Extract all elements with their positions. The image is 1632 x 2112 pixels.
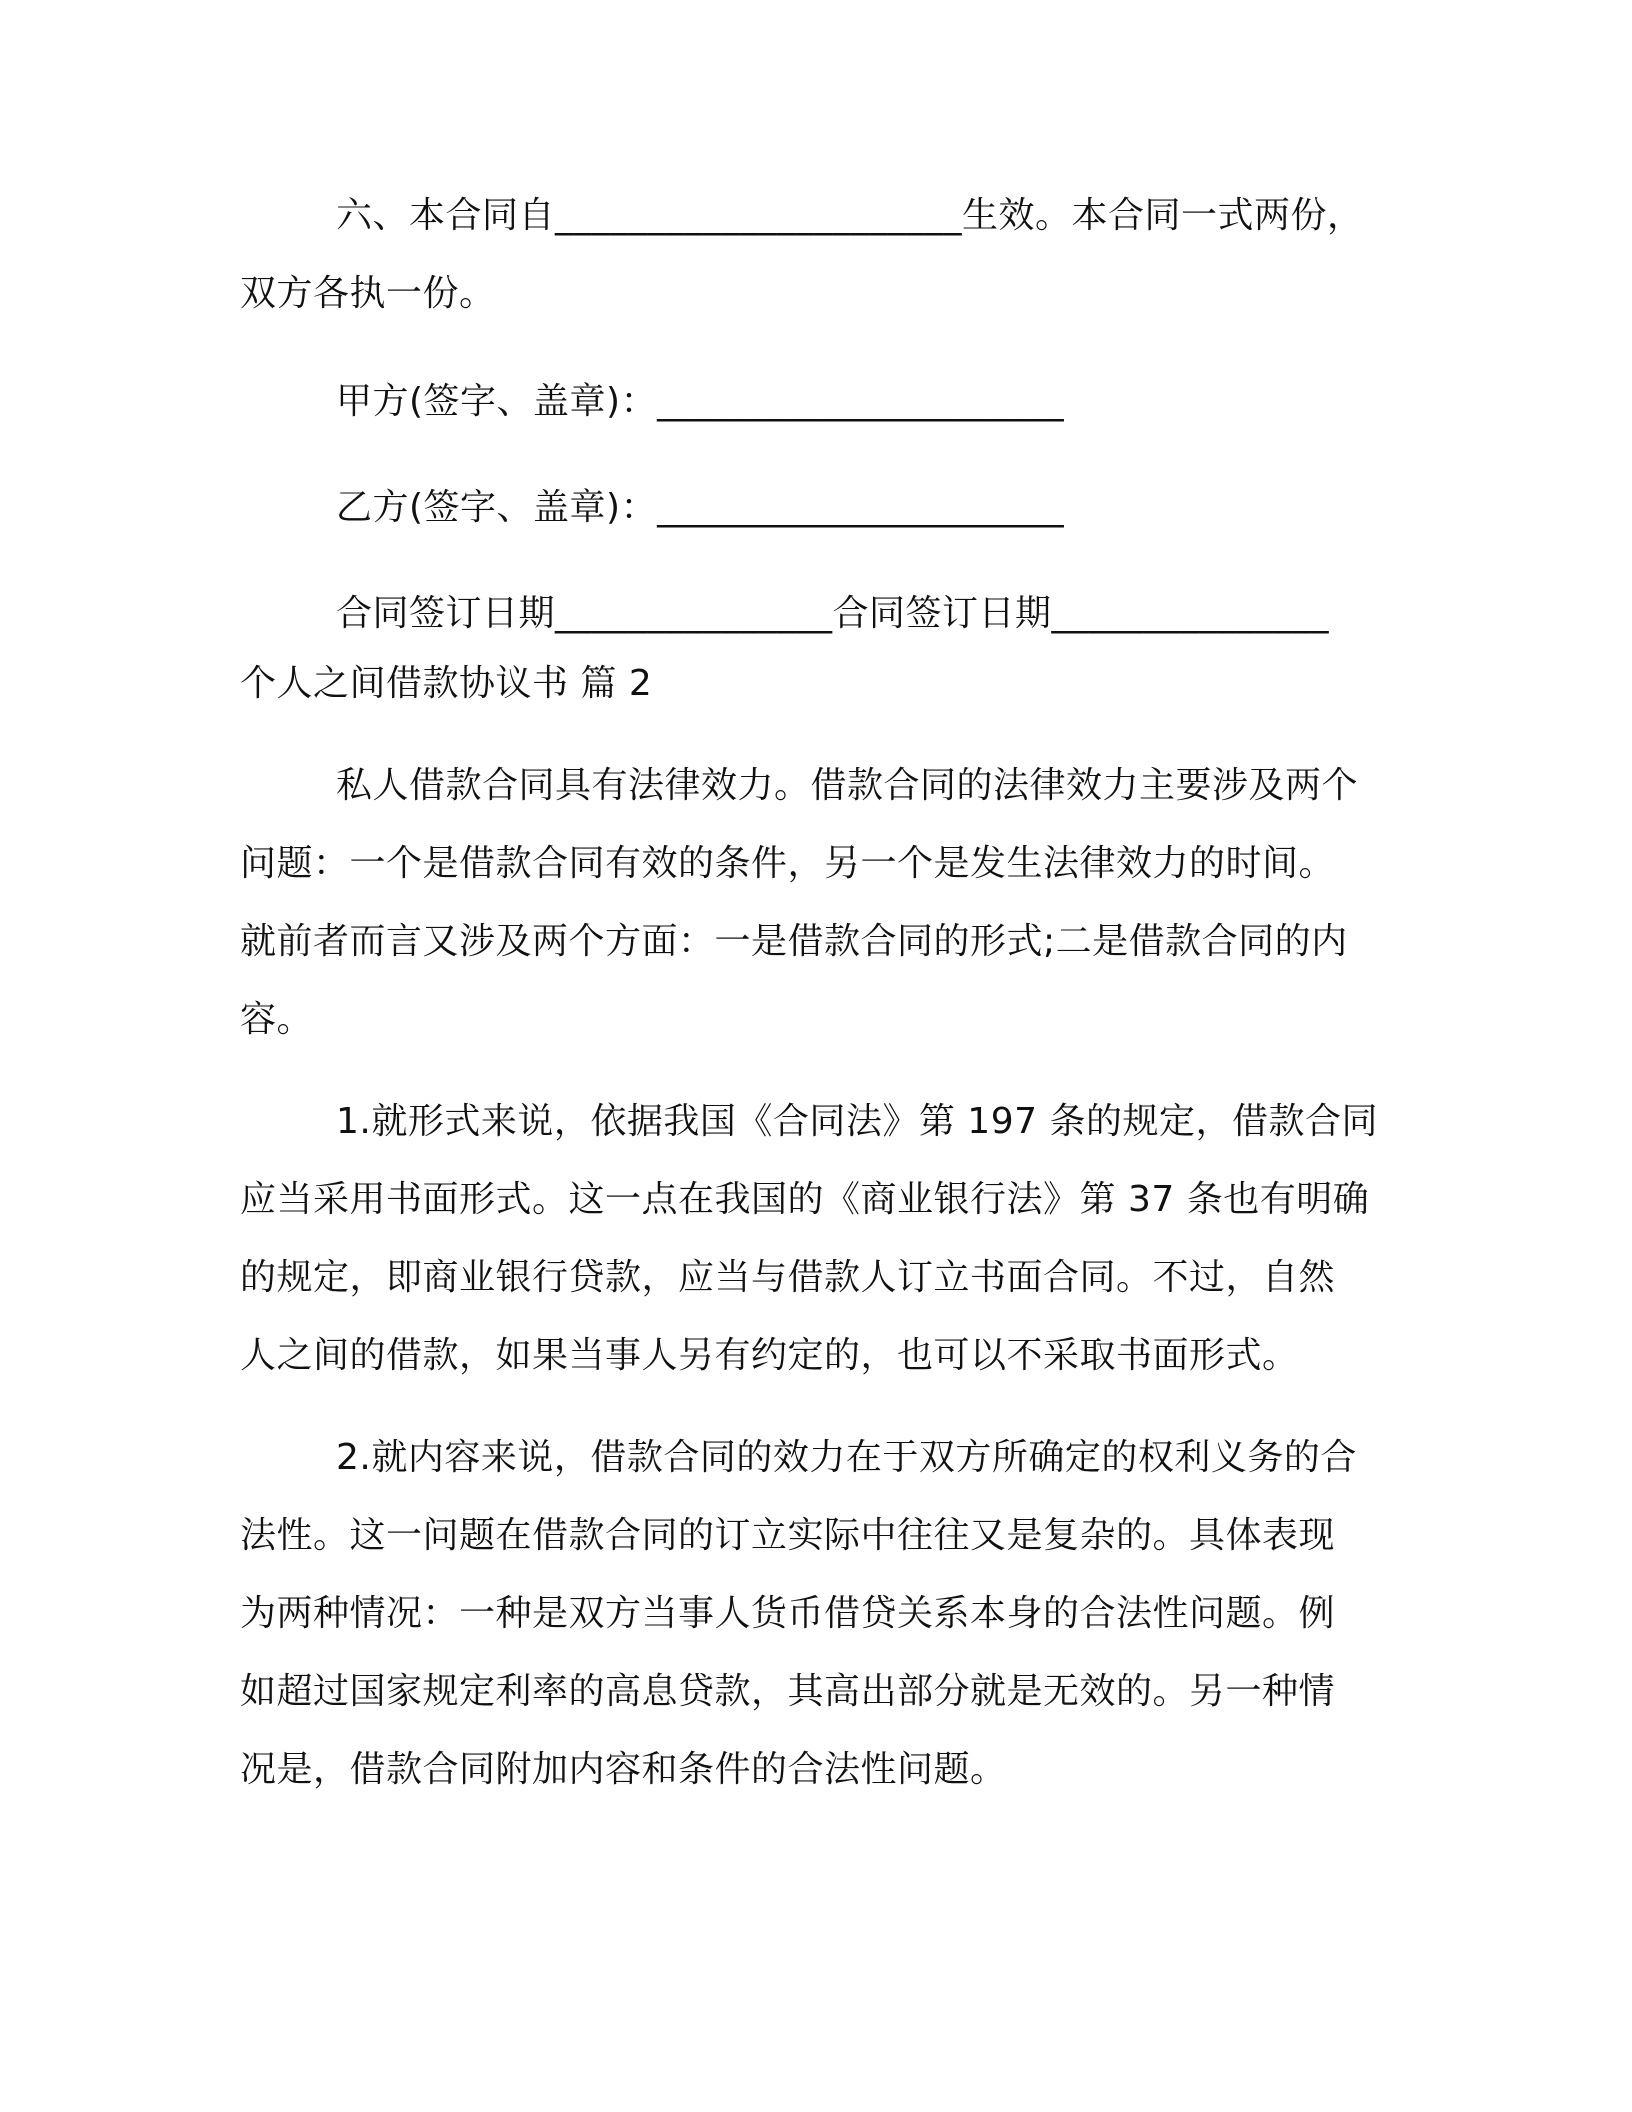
paragraph-2-line-4: 人之间的借款，如果当事人另有约定的，也可以不采取书面形式。 [240,1335,1299,1376]
party-a-signature-line: 甲方(签字、盖章)：______________________ [336,381,1065,422]
paragraph-3-line-5: 况是，借款合同附加内容和条件的合法性问题。 [240,1749,1007,1790]
clause-6-line-2: 双方各执一份。 [240,273,496,314]
section-title: 个人之间借款协议书 篇 2 [240,663,653,704]
paragraph-1-line-2: 问题：一个是借款合同有效的条件，另一个是发生法律效力的时间。 [240,843,1336,884]
contract-sign-date-line: 合同签订日期_______________合同签订日期_______________ [336,593,1330,634]
paragraph-2-line-1: 1.就形式来说，依据我国《合同法》第 197 条的规定，借款合同 [336,1101,1378,1142]
paragraph-3-line-4: 如超过国家规定利率的高息贷款，其高出部分就是无效的。另一种情 [240,1671,1336,1712]
paragraph-1-line-1: 私人借款合同具有法律效力。借款合同的法律效力主要涉及两个 [336,765,1359,806]
paragraph-3-line-1: 2.就内容来说，借款合同的效力在于双方所确定的权利义务的合 [336,1437,1357,1478]
paragraph-3-line-2: 法性。这一问题在借款合同的订立实际中往往又是复杂的。具体表现 [240,1515,1336,1556]
paragraph-1-line-3: 就前者而言又涉及两个方面：一是借款合同的形式;二是借款合同的内 [240,921,1348,962]
paragraph-3-line-3: 为两种情况：一种是双方当事人货币借贷关系本身的合法性问题。例 [240,1593,1336,1634]
party-b-signature-line: 乙方(签字、盖章)：______________________ [336,487,1065,528]
paragraph-2-line-3: 的规定，即商业银行贷款，应当与借款人订立书面合同。不过，自然 [240,1257,1336,1298]
paragraph-2-line-2: 应当采用书面形式。这一点在我国的《商业银行法》第 37 条也有明确 [240,1179,1370,1220]
paragraph-1-line-4: 容。 [240,999,314,1040]
clause-6-line-1: 六、本合同自______________________生效。本合同一式两份， [336,195,1364,236]
